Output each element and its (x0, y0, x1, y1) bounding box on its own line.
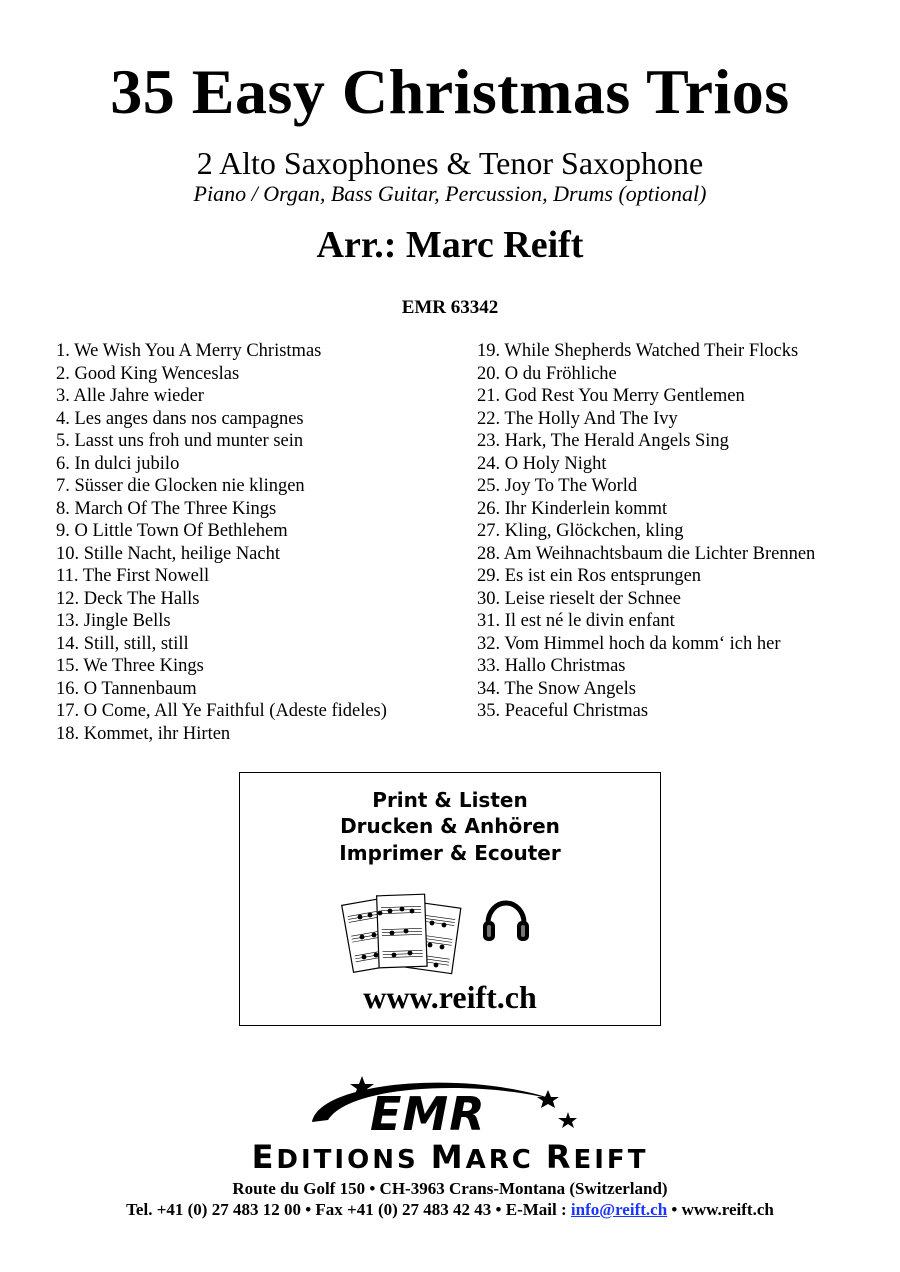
list-item: 8. March Of The Three Kings (56, 498, 277, 519)
emr-logo (300, 1070, 600, 1142)
list-item: 6. In dulci jubilo (56, 453, 180, 474)
promo-line-english: Print & Listen (372, 788, 528, 812)
list-item: 21. God Rest You Merry Gentlemen (477, 386, 745, 406)
page-title: 35 Easy Christmas Trios (110, 56, 790, 127)
list-item: 2. Good King Wenceslas (56, 363, 240, 384)
publisher-name-part: EIFT (573, 1145, 649, 1175)
list-item: 4. Les anges dans nos campagnes (56, 408, 304, 429)
list-item: 31. Il est né le divin enfant (477, 611, 675, 631)
list-item: 23. Hark, The Herald Angels Sing (477, 431, 729, 451)
list-item: 20. O du Fröhliche (477, 363, 617, 384)
publisher-name-initial-r: R (545, 1138, 574, 1176)
promo-line-german: Drucken & Anhören (340, 814, 560, 838)
list-item: 22. The Holly And The Ivy (477, 408, 678, 429)
list-item: 30. Leise rieselt der Schnee (477, 588, 681, 609)
list-item: 18. Kommet, ihr Hirten (56, 723, 231, 744)
list-item: 26. Ihr Kinderlein kommt (477, 498, 668, 519)
list-item: 11. The First Nowell (56, 566, 210, 586)
list-item: 27. Kling, Glöckchen, kling (477, 521, 684, 541)
list-item: 28. Am Weihnachtsbaum die Lichter Brennen (477, 543, 816, 564)
list-item: 7. Süsser die Glocken nie klingen (56, 476, 305, 496)
email-link[interactable]: info@reift.ch (570, 1200, 668, 1219)
list-item: 19. While Shepherds Watched Their Flocks (477, 341, 799, 361)
instrumentation-note: Piano / Organ, Bass Guitar, Percussion, Drums (optional) (193, 181, 707, 206)
list-item: 32. Vom Himmel hoch da komm‘ ich her (477, 633, 781, 654)
catalog-number: EMR 63342 (401, 297, 499, 318)
list-item: 1. We Wish You A Merry Christmas (56, 341, 322, 361)
song-list-right (477, 340, 815, 723)
list-item: 35. Peaceful Christmas (477, 701, 649, 721)
subtitle: 2 Alto Saxophones & Tenor Saxophone (196, 145, 704, 181)
list-item: 33. Hallo Christmas (477, 656, 626, 676)
list-item: 13. Jingle Bells (56, 611, 171, 631)
arranger: Arr.: Marc Reift (316, 224, 584, 266)
publisher-name-initial-e: E (251, 1138, 277, 1176)
promo-line-french: Imprimer & Ecouter (339, 841, 561, 865)
list-item: 5. Lasst uns froh und munter sein (56, 431, 304, 451)
list-item: 25. Joy To The World (477, 476, 638, 496)
list-item: 10. Stille Nacht, heilige Nacht (56, 543, 280, 564)
list-item: 15. We Three Kings (56, 656, 204, 676)
list-item: 9. O Little Town Of Bethlehem (56, 521, 288, 541)
list-item: 24. O Holy Night (477, 453, 607, 474)
list-item: 16. O Tannenbaum (56, 678, 197, 699)
list-item: 14. Still, still, still (56, 633, 189, 654)
headphones-icon (480, 891, 532, 947)
list-item: 3. Alle Jahre wieder (56, 386, 204, 406)
list-item: 12. Deck The Halls (56, 588, 200, 609)
website-link[interactable]: www.reift.ch (363, 979, 537, 1015)
publisher-name (0, 1140, 900, 1177)
sheet-music-icon (340, 889, 470, 981)
publisher-name-initial-m: M (430, 1138, 466, 1176)
emr-logo-text: EMR (370, 1087, 486, 1141)
contact-website: • www.reift.ch (667, 1200, 774, 1219)
publisher-name-part: ARC (465, 1145, 546, 1175)
list-item: 17. O Come, All Ye Faithful (Adeste fideles) (56, 701, 387, 721)
publisher-name-part: DITIONS (276, 1145, 431, 1175)
publisher-contact (0, 1199, 900, 1221)
list-item: 29. Es ist ein Ros entsprungen (477, 566, 702, 586)
contact-phone-fax: Tel. +41 (0) 27 483 12 00 • Fax +41 (0) 27 483 42 43 • E-Mail : (126, 1200, 571, 1219)
publisher-address: Route du Golf 150 • CH-3963 Crans-Montana (Switzerland) (232, 1179, 668, 1198)
song-list-left (56, 340, 387, 745)
list-item: 34. The Snow Angels (477, 678, 636, 699)
print-listen-box (239, 772, 661, 1026)
